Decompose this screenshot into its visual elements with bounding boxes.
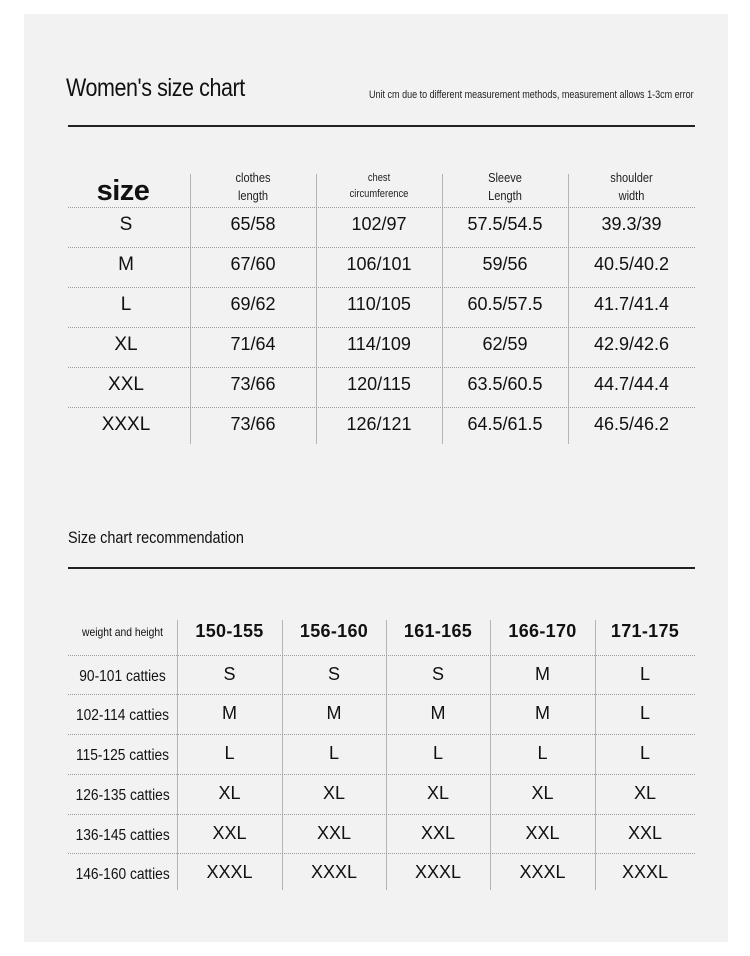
table-cell: L [432,743,443,763]
table-cell: 46.5/46.2 [593,414,670,434]
column-header-line1: chest [367,172,391,184]
table-cell: XXXL [206,862,253,882]
table-cell: M [535,664,550,684]
title-divider [68,125,695,127]
column-header [316,170,442,202]
height-header: 171-175 [610,621,680,641]
table-cell: XXL [316,823,352,843]
corner-header: weight and height [82,625,163,639]
table-cell: M [535,703,550,723]
table-cell: 44.7/44.4 [593,374,670,394]
table-cell: 65/58 [230,214,276,234]
table-cell: XXL [420,823,456,843]
weight-label: 102-114 catties [75,707,170,724]
table-cell: L [639,664,650,684]
table-cell: 73/66 [230,414,276,434]
table-cell: XL [322,783,346,803]
weight-label: 90-101 catties [79,668,166,685]
recommendation-divider [68,567,695,569]
table-cell: 40.5/40.2 [593,254,670,274]
page-title: Women's size chart [66,74,245,102]
size-label: XXL [108,374,144,395]
height-header: 161-165 [403,621,473,641]
table-cell: XXXL [414,862,462,882]
table-cell: 62/59 [482,334,528,354]
row-divider [68,287,695,288]
table-cell: L [639,743,650,763]
column-header [190,169,316,205]
table-cell: 106/101 [346,254,412,274]
table-cell: XXXL [310,862,358,882]
height-header: 166-170 [508,621,577,641]
recommendation-title: Size chart recommendation [68,528,244,547]
table-cell: XL [426,783,450,803]
table-cell: 71/64 [230,334,276,354]
measurement-note: Unit cm due to different measurement methods, measurement allows 1-3cm error [369,89,694,101]
table-cell: 110/105 [347,294,411,314]
table-cell: 39.3/39 [601,214,662,234]
table-cell: S [327,664,340,684]
table-cell: XXL [525,823,560,843]
table-cell: 73/66 [230,374,276,394]
size-label: S [119,214,133,235]
row-divider [68,694,695,695]
table-cell: 59/56 [482,254,528,274]
table-cell: XXL [212,823,247,843]
column-header-line2: circumference [349,188,409,200]
table-cell: 57.5/54.5 [467,214,543,234]
table-cell: XL [531,783,554,803]
table-cell: 60.5/57.5 [467,294,543,314]
table-cell: M [430,703,446,723]
table-cell: XL [218,783,241,803]
table-cell: M [222,703,237,723]
row-divider [68,734,695,735]
row-divider [68,367,695,368]
table-cell: 41.7/41.4 [593,294,670,314]
column-header [568,169,695,205]
table-cell: 63.5/60.5 [467,374,543,394]
size-label: XXXL [101,414,151,435]
column-header [442,169,568,205]
row-divider [68,774,695,775]
weight-label: 146-160 catties [75,866,170,883]
column-header-line1: shoulder [610,170,653,185]
size-label: M [118,254,134,275]
row-divider [68,655,695,656]
column-header-line1: clothes [235,170,271,185]
size-column-header: size [96,175,150,207]
table-cell: XL [633,783,657,803]
table-cell: 42.9/42.6 [593,334,670,354]
height-header: 150-155 [195,621,264,641]
height-header: 156-160 [299,621,369,641]
table-cell: XXL [627,823,663,843]
table-cell: M [326,703,342,723]
table-cell: L [537,743,548,763]
row-divider [68,407,695,408]
table-cell: 126/121 [346,414,412,434]
table-cell: 102/97 [351,214,407,234]
table-cell: 114/109 [347,334,411,354]
table-cell: 69/62 [230,294,276,314]
weight-label: 136-145 catties [75,827,170,844]
table-cell: 120/115 [347,374,411,394]
table-cell: 64.5/61.5 [467,414,543,434]
table-cell: 67/60 [230,254,276,274]
table-cell: XXXL [621,862,669,882]
table-cell: S [223,664,236,684]
table-cell: L [639,703,650,723]
row-divider [68,327,695,328]
column-header-line1: Sleeve [488,170,522,185]
size-label: XL [114,334,138,355]
weight-label: 115-125 catties [75,747,170,764]
row-divider [68,247,695,248]
table-cell: XXXL [519,862,566,882]
table-cell: S [431,664,444,684]
row-divider [68,853,695,854]
table-cell: L [224,743,235,763]
table-cell: L [328,743,339,763]
column-header-line2: width [618,188,645,203]
column-header-line2: length [237,188,269,203]
row-divider [68,814,695,815]
weight-label: 126-135 catties [75,787,170,804]
column-header-line2: Length [488,188,522,203]
size-label: L [120,294,132,315]
